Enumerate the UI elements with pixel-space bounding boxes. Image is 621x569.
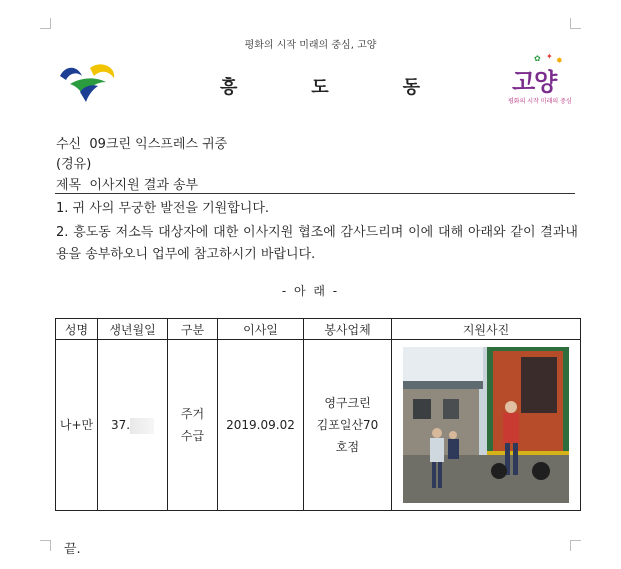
city-logo-word: 고양 (512, 68, 557, 96)
city-emblem-icon (56, 62, 118, 104)
cell-move-date: 2019.09.02 (218, 340, 304, 511)
recipient-value: 09크린 익스프레스 귀중 (89, 137, 228, 152)
city-logo-tagline: 평화의 시작 미래의 중심 (508, 98, 572, 105)
column-header: 봉사업체 (304, 319, 392, 340)
company-line: 영구크린 (324, 396, 371, 410)
redaction-blur (130, 418, 154, 434)
via-line: (경유) (56, 157, 92, 172)
cell-category (168, 340, 218, 511)
table-header-row (56, 319, 581, 340)
department-title-char: 흥 (220, 77, 238, 98)
page-corner-mark (570, 18, 581, 29)
column-header: 구분 (168, 319, 218, 340)
department-title (220, 73, 420, 99)
company-line: 김포일산70 (316, 418, 379, 432)
column-header: 이사일 (218, 319, 304, 340)
column-header: 성명 (56, 319, 98, 340)
subject-line (56, 174, 198, 193)
cell-name: 나+만 (56, 340, 98, 511)
sparkle-icon: ✿ (534, 54, 541, 63)
column-header: 생년월일 (98, 319, 168, 340)
department-title-char: 동 (402, 77, 420, 98)
body-item-1: 1. 귀 사의 무궁한 발전을 기원합니다. (56, 201, 270, 216)
body-item-2: 2. 흥도동 저소득 대상자에 대한 이사지원 협조에 감사드리며 이에 대해 아래와 같이 결과내용을 송부하오니 업무에 참고하시기 바랍니다. (56, 225, 578, 262)
page-corner-mark (40, 540, 51, 551)
category-line: 주거 (180, 407, 205, 421)
page-corner-mark (40, 18, 51, 29)
result-table (55, 318, 581, 511)
department-title-char: 도 (311, 77, 329, 98)
cell-photo (392, 340, 581, 511)
cell-company (304, 340, 392, 511)
subject-divider (55, 193, 575, 194)
category-line: 수급 (180, 429, 205, 443)
sparkle-icon: ✸ (556, 56, 563, 65)
subject-label: 제목 (56, 178, 82, 193)
company-line: 호점 (335, 440, 360, 454)
column-header: 지원사진 (392, 319, 581, 340)
notice-heading: - 아 래 - (281, 284, 340, 298)
birth-value: 37. (110, 418, 131, 432)
page-corner-mark (570, 540, 581, 551)
sparkle-icon: ✦ (546, 52, 553, 61)
recipient-line (56, 133, 227, 152)
slogan: 평화의 시작 미래의 중심, 고양 (244, 40, 377, 51)
recipient-label: 수신 (56, 137, 82, 152)
subject-value: 이사지원 결과 송부 (89, 178, 199, 193)
table-row (56, 340, 581, 511)
goyang-city-logo (506, 52, 576, 110)
support-photo (403, 347, 569, 503)
cell-birth (98, 340, 168, 511)
end-mark: 끝. (64, 542, 81, 557)
